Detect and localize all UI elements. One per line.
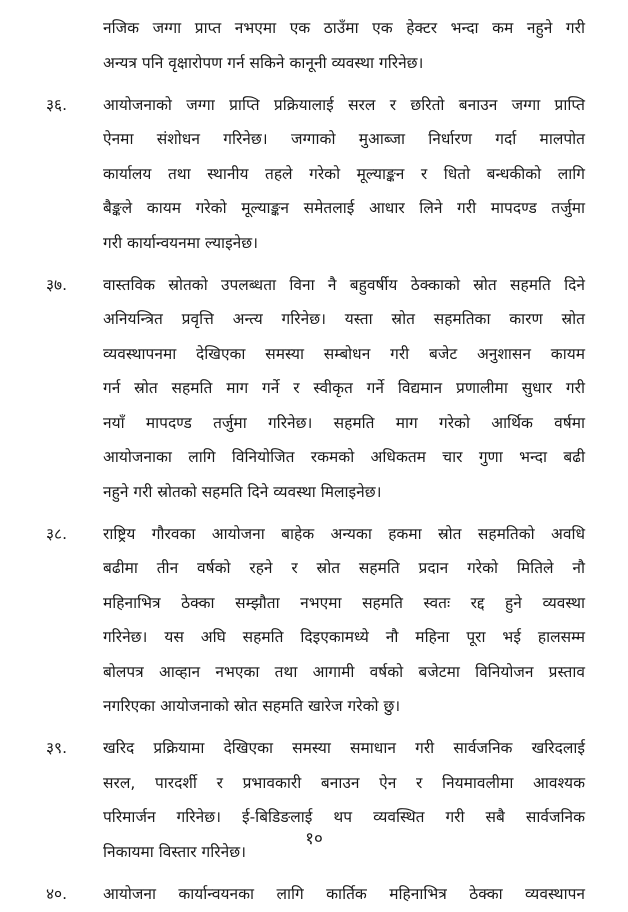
item-line: निकायमा विस्तार गरिनेछ। <box>103 842 246 861</box>
item-line: नगरिएका आयोजनाको स्रोत सहमति खारेज गरेको छु। <box>103 697 401 715</box>
item-line: बैङ्कले कायम गरेको मूल्याङ्कन समेतलाई आधार लिने गरी मापदण्ड तर्जुमा <box>103 199 585 217</box>
item-number: ४०. <box>46 884 68 903</box>
item-number: ३६. <box>46 95 68 114</box>
page-number: १० <box>305 829 323 849</box>
item-line: व्यवस्थापनमा देखिएका समस्या सम्बोधन गरी बजेट अनुशासन कायम <box>103 344 585 363</box>
item-line: नयाँ मापदण्ड तर्जुमा गरिनेछ। सहमति माग गरेको आर्थिक वर्षमा <box>103 413 585 432</box>
item-line: कार्यालय तथा स्थानीय तहले गरेको मूल्याङ्कन र धितो बन्धकीको लागि <box>103 164 585 183</box>
item-line: अनियन्त्रित प्रवृत्ति अन्त्य गरिनेछ। यस्ता स्रोत सहमतिका कारण स्रोत <box>103 310 585 328</box>
item-line: आयोजनाका लागि विनियोजित रकमको अधिकतम चार गुणा भन्दा बढी <box>103 448 585 466</box>
item-line: बढीमा तीन वर्षको रहने र स्रोत सहमति प्रदान गरेको मितिले नौ <box>103 559 585 577</box>
item-line: आयोजनाको जग्गा प्राप्ति प्रक्रियालाई सरल र छरितो बनाउन जग्गा प्राप्ति <box>103 95 585 114</box>
intro-line: नजिक जग्गा प्राप्त नभएमा एक ठाउँमा एक हेक्टर भन्दा कम नहुने गरी <box>103 19 585 37</box>
item-number: ३९. <box>46 739 68 757</box>
item-line: नहुने गरी स्रोतको सहमति दिने व्यवस्था मिलाइनेछ। <box>103 482 382 501</box>
item-line: राष्ट्रिय गौरवका आयोजना बाहेक अन्यका हकमा स्रोत सहमतिको अवधि <box>103 524 585 543</box>
item-line: महिनाभित्र ठेक्का सम्झौता नभएमा सहमति स्वतः रद्द हुने व्यवस्था <box>103 593 585 612</box>
item-number: ३७. <box>46 275 68 294</box>
item-number: ३८. <box>46 524 68 543</box>
intro-line: अन्यत्र पनि वृक्षारोपण गर्न सकिने कानूनी व्यवस्था गरिनेछ। <box>103 53 424 72</box>
item-line: सरल, पारदर्शी र प्रभावकारी बनाउन ऐन र नियमावलीमा आवश्यक <box>103 773 585 792</box>
item-line: खरिद प्रक्रियामा देखिएका समस्या समाधान गरी सार्वजनिक खरिदलाई <box>103 739 585 757</box>
item-line: गरी कार्यान्वयनमा ल्याइनेछ। <box>103 233 259 252</box>
item-line: आयोजना कार्यान्वयनका लागि कार्तिक महिनाभित्र ठेक्का व्यवस्थापन <box>103 884 585 903</box>
item-line: गरिनेछ। यस अघि सहमति दिइएकामध्ये नौ महिना पूरा भई हालसम्म <box>103 628 585 646</box>
item-line: बोलपत्र आव्हान नभएका तथा आगामी वर्षको बजेटमा विनियोजन प्रस्ताव <box>103 662 585 681</box>
item-line: वास्तविक स्रोतको उपलब्धता विना नै बहुवर्षीय ठेक्काको स्रोत सहमति दिने <box>103 275 585 294</box>
item-line: परिमार्जन गरिनेछ। ई-बिडिङलाई थप व्यवस्थित गरी सबै सार्वजनिक <box>103 808 585 826</box>
item-line: ऐनमा संशोधन गरिनेछ। जग्गाको मुआब्जा निर्धारण गर्दा मालपोत <box>103 130 585 148</box>
item-line: गर्न स्रोत सहमति माग गर्ने र स्वीकृत गर्ने विद्यमान प्रणालीमा सुधार गरी <box>103 379 585 397</box>
